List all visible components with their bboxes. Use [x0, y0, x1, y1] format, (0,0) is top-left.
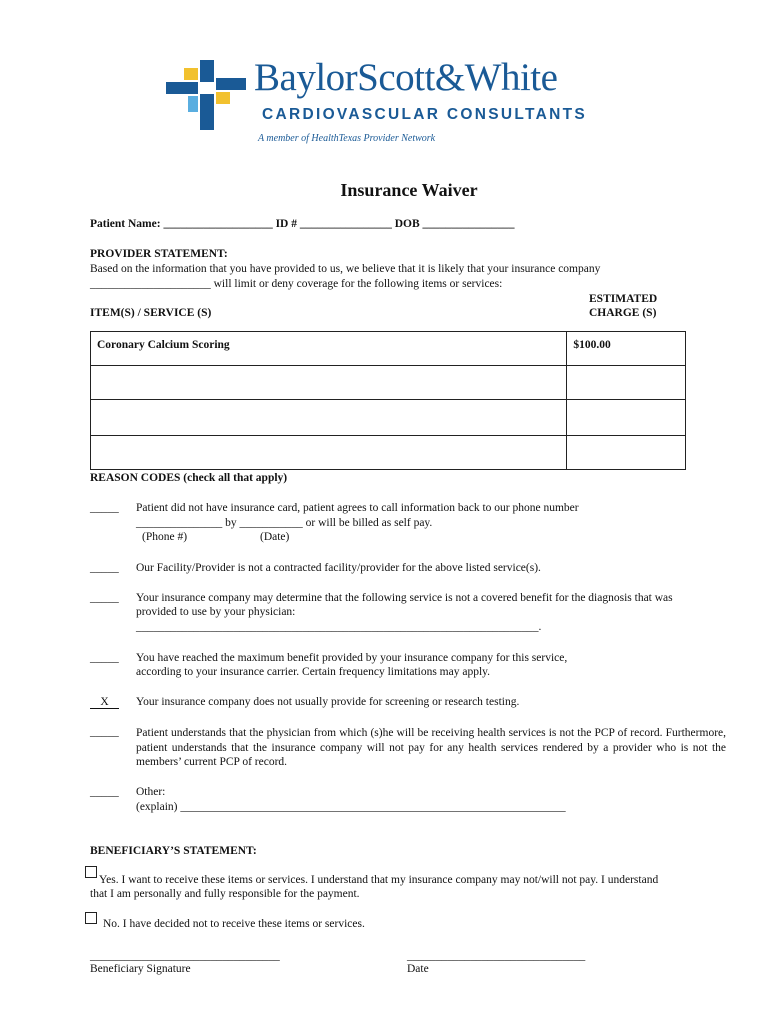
reason-6-text: Patient understands that the physician from which (s)he will be receiving health services is not the PCP of record. Furthermore, patient understands that the insurance company will not pay for any health services rendered by a provider who is not the members’ current PCP of record. [136, 727, 726, 768]
reason-3-text-1: Your insurance company may determine that the following service is not a covered benefit for the diagnosis that was [136, 592, 673, 604]
reason-4-checkbox-blank[interactable]: _____ [90, 652, 119, 664]
no-option-text: No. I have decided not to receive these items or services. [103, 918, 365, 930]
charge-cell[interactable] [567, 400, 686, 436]
reason-3-text-2: provided to use by your physician: [136, 606, 296, 618]
patient-info-line[interactable]: Patient Name: ___________________ ID # ________________ DOB ________________ [90, 218, 515, 230]
reason-5-text: Your insurance company does not usually provide for screening or research testing. [136, 696, 520, 708]
charge-cell[interactable]: $100.00 [567, 332, 686, 366]
table-row [91, 436, 686, 470]
table-row [91, 332, 686, 366]
reason-1-phone-label: (Phone #) [142, 531, 188, 543]
page-title: Insurance Waiver [340, 180, 478, 200]
reason-7-explain-line[interactable]: (explain) ___________________________________________________________________ [136, 801, 566, 813]
no-checkbox[interactable] [85, 912, 97, 924]
table-row [91, 366, 686, 400]
reason-3-fill-line[interactable]: ______________________________________________________________________. [136, 621, 542, 633]
yes-option-text-2: that I am personally and fully responsible for the payment. [90, 888, 360, 900]
charge-cell[interactable] [567, 366, 686, 400]
date-label: Date [407, 963, 429, 975]
brand-subtitle: CARDIOVASCULAR CONSULTANTS [262, 106, 588, 123]
reason-2-text: Our Facility/Provider is not a contracted facility/provider for the above listed service(s). [136, 562, 541, 574]
item-cell[interactable] [91, 436, 567, 470]
yes-checkbox[interactable] [85, 866, 97, 878]
reason-1-checkbox-blank[interactable]: _____ [90, 502, 119, 514]
provider-statement-text-2[interactable]: _____________________ will limit or deny coverage for the following items or services: [90, 278, 503, 290]
reason-codes-heading: REASON CODES (check all that apply) [90, 472, 288, 484]
signature-label: Beneficiary Signature [90, 963, 191, 975]
date-line[interactable]: _______________________________ [407, 950, 586, 962]
charge-column-header-1: ESTIMATED [589, 293, 658, 305]
item-cell[interactable]: Coronary Calcium Scoring [91, 332, 567, 366]
brand-tagline: A member of HealthTexas Provider Network [258, 133, 436, 144]
items-table [90, 331, 686, 470]
table-row [91, 400, 686, 436]
item-cell[interactable] [91, 366, 567, 400]
reason-2-checkbox-blank[interactable]: _____ [90, 562, 119, 574]
trademark-mark: TM [207, 119, 215, 125]
charge-column-header-2: CHARGE (S) [589, 307, 657, 319]
brand-name: BaylorScott&White [254, 56, 558, 99]
items-column-header: ITEM(S) / SERVICE (S) [90, 307, 212, 319]
reason-1-date-label: (Date) [260, 531, 290, 543]
reason-3-checkbox-blank[interactable]: _____ [90, 592, 119, 604]
provider-statement-heading: PROVIDER STATEMENT: [90, 248, 228, 260]
reason-6-checkbox-blank[interactable]: _____ [90, 726, 119, 738]
reason-4-text-2: according to your insurance carrier. Certain frequency limitations may apply. [136, 666, 491, 678]
charge-cell[interactable] [567, 436, 686, 470]
provider-statement-text-1: Based on the information that you have provided to us, we believe that it is likely that your insurance company [90, 263, 601, 275]
reason-1-text: Patient did not have insurance card, patient agrees to call information back to our phone number [136, 502, 579, 514]
signature-line[interactable]: _________________________________ [90, 950, 280, 962]
reason-4-text-1: You have reached the maximum benefit provided by your insurance company for this service, [136, 652, 568, 664]
beneficiary-heading: BENEFICIARY’S STATEMENT: [90, 845, 257, 857]
reason-7-label: Other: [136, 786, 166, 798]
reason-7-checkbox-blank[interactable]: _____ [90, 786, 119, 798]
item-cell[interactable] [91, 400, 567, 436]
reason-5-checked-mark[interactable]: X [90, 696, 119, 709]
yes-option-text-1: Yes. I want to receive these items or services. I understand that my insurance company may not/will not pay. I understand [99, 874, 659, 886]
reason-1-fill-line[interactable]: _______________ by ___________ or will be billed as self pay. [136, 517, 433, 529]
